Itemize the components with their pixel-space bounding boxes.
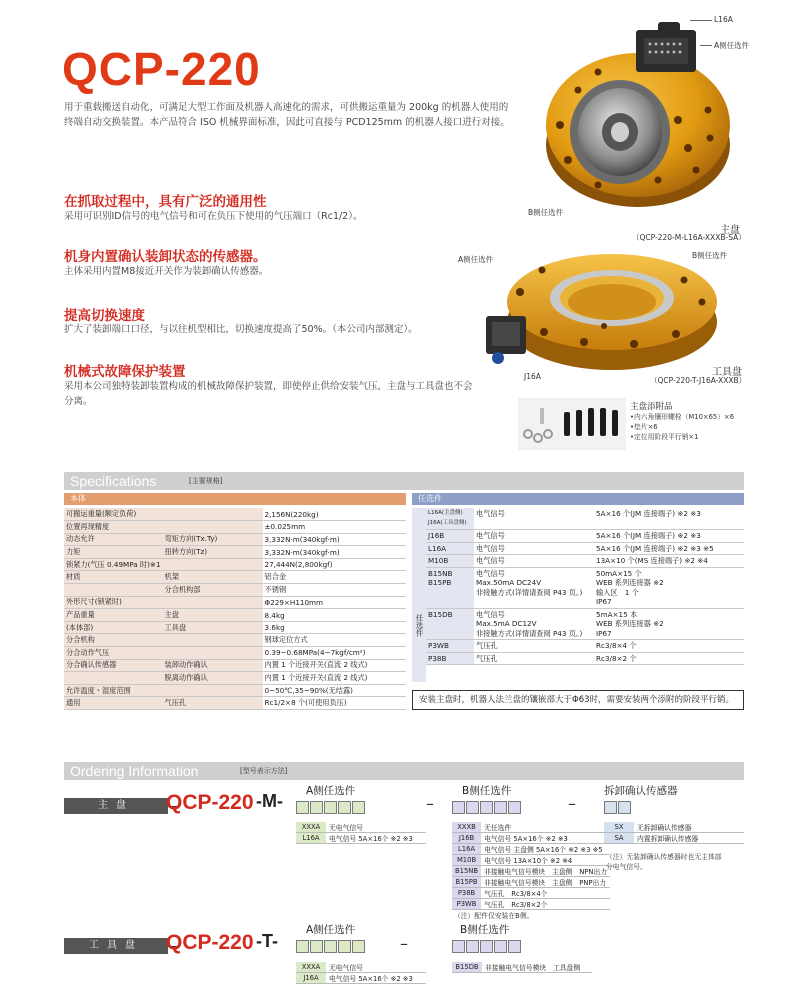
option-value: 5A×16 个(JM 连接端子) ※2 ※3 ※5 xyxy=(594,542,744,555)
spec-key: 可搬运重量(额定负荷) xyxy=(64,508,163,521)
code-value: M10B xyxy=(452,855,481,866)
order-master-a-slots xyxy=(296,799,366,818)
order-tool-b-slots xyxy=(452,938,522,957)
options-header: 任选件 xyxy=(412,493,744,505)
spec-key: 分合机构 xyxy=(64,634,163,647)
accessories-title: 主盘添附品 xyxy=(630,402,673,412)
order-master-b-note: （注）配件仅安装在B侧。 xyxy=(454,912,534,920)
ordering-subtitle: [型号表示方法] xyxy=(240,767,288,775)
spec-table xyxy=(64,508,406,710)
spec-subkey xyxy=(163,508,263,521)
order-master-b-slots xyxy=(452,799,522,818)
spec-subkey xyxy=(163,684,263,697)
code-value: B15NB xyxy=(452,866,481,877)
order-tool-model: QCP-220 xyxy=(166,931,254,954)
tool-model: （QCP-220-T-J16A-XXXB） xyxy=(650,376,747,385)
feature-heading-4: 机械式故障保护装置 xyxy=(64,364,186,380)
spec-key: 力矩 xyxy=(64,546,163,559)
spec-row xyxy=(64,621,406,634)
order-tool-head: 工具盘 xyxy=(64,938,168,954)
label-l16a-master: L16A xyxy=(714,15,733,24)
spec-subkey: 气压孔 xyxy=(163,697,263,710)
spec-row xyxy=(64,684,406,697)
feature-text-3: 扩大了装卸端口口径，与以往机型相比，切换速度提高了50%。（本公司内部测定）。 xyxy=(64,324,418,335)
label-j16a-tool: J16A xyxy=(524,372,541,381)
spec-key: 位置再现精度 xyxy=(64,521,163,534)
label-a-option-tool: A侧任选件 xyxy=(458,255,494,264)
spec-row xyxy=(64,672,406,685)
code-value: XXXB xyxy=(452,822,481,833)
specifications-section-bar xyxy=(64,472,744,490)
spec-value: 不锈钢 xyxy=(263,584,406,597)
order-tool-dash-1: – xyxy=(400,934,408,953)
spec-value: 钢球定位方式 xyxy=(263,634,406,647)
order-tool-a-table xyxy=(296,962,426,984)
spec-key xyxy=(64,672,163,685)
code-desc: 非接触电气信号模块 工具盘侧 xyxy=(482,962,592,973)
order-master-dash-1: – xyxy=(426,794,434,813)
spec-row xyxy=(64,634,406,647)
order-master-suffix: -M- xyxy=(256,791,283,811)
spec-value: 0~50℃,35~90%(无结露) xyxy=(263,684,406,697)
spec-key: 外形尺寸(锁紧时) xyxy=(64,596,163,609)
option-desc: 气压孔 xyxy=(474,640,594,653)
spec-value: Rc1/2×8 个(可使用负压) xyxy=(263,697,406,710)
feature-heading-2: 机身内置确认装卸状态的传感器。 xyxy=(64,249,267,265)
option-code: J16B xyxy=(426,530,474,543)
spec-subkey: 脱离动作确认 xyxy=(163,672,263,685)
leader-line xyxy=(690,20,712,21)
order-master-sensor-note: （注）无装卸确认传感器时也无主体部分电气信号。 xyxy=(606,853,722,871)
option-code: B15NB B15PB xyxy=(426,567,474,608)
code-desc: 无任选件 xyxy=(481,822,610,833)
code-row xyxy=(452,822,610,833)
option-value: 5mA×15 本 WEB 系列连接器 ※2 IP67 xyxy=(594,608,744,640)
spec-subkey: 工具盘 xyxy=(163,621,263,634)
code-row xyxy=(604,833,744,844)
option-code: B15DB xyxy=(426,608,474,640)
page-title: QCP-220 xyxy=(62,43,261,95)
spec-value: 3,332N·m(340kgf·m) xyxy=(263,533,406,546)
order-master-dash-2: – xyxy=(568,794,576,813)
code-value: P38B xyxy=(452,888,481,899)
accessory-item: •定位用阶段平行销×1 xyxy=(630,433,699,441)
code-row xyxy=(452,888,610,899)
spec-subkey xyxy=(163,521,263,534)
ordering-title: Ordering Information xyxy=(70,763,199,779)
order-master-a-table xyxy=(296,822,426,844)
code-desc: 电气信号 5A×16个 ※2 ※3 xyxy=(326,973,426,984)
code-row xyxy=(452,844,610,855)
spec-key: 分合动作气压 xyxy=(64,647,163,660)
code-desc: 非接触电气信号模块 主盘侧 PNP出力 xyxy=(481,877,610,888)
code-row xyxy=(452,877,610,888)
code-value: L16A xyxy=(296,833,326,844)
option-value: Rc3/8×2 个 xyxy=(594,652,744,665)
code-desc: 电气信号 主盘侧 5A×16个 ※2 ※3 ※5 xyxy=(481,844,610,855)
option-row xyxy=(426,530,744,543)
option-row xyxy=(426,567,744,608)
spec-row xyxy=(64,697,406,710)
code-value: J16A xyxy=(296,973,326,984)
code-row xyxy=(296,973,426,984)
spec-key: 材质 xyxy=(64,571,163,584)
order-tool-a-slots xyxy=(296,938,366,957)
option-row xyxy=(426,608,744,640)
code-value: J16B xyxy=(452,833,481,844)
code-desc: 内置拆卸确认传感器 xyxy=(634,833,744,844)
spec-value: ±0.025mm xyxy=(263,521,406,534)
option-desc: 电气信号 Max.50mA DC24V 非接触方式(详情请查阅 P43 页。) xyxy=(474,567,594,608)
option-value: 5A×16 个(JM 连接端子) ※2 ※3 xyxy=(594,530,744,543)
code-value: XXXA xyxy=(296,962,326,973)
code-desc: 电气信号 13A×10个 ※2 ※4 xyxy=(481,855,610,866)
option-desc: 气压孔 xyxy=(474,652,594,665)
option-desc: 电气信号 xyxy=(474,555,594,568)
options-side-label: 任选件 xyxy=(412,508,426,682)
option-row xyxy=(426,652,744,665)
option-code: L16A xyxy=(426,542,474,555)
label-a-option-master: A侧任选件 xyxy=(714,41,750,50)
code-desc: 无电气信号 xyxy=(326,962,426,973)
spec-row xyxy=(64,508,406,521)
spec-row xyxy=(64,659,406,672)
order-tool-a-title: A侧任选件 xyxy=(306,924,356,936)
spec-key: 分合确认传感器 xyxy=(64,659,163,672)
intro-text: 用于重载搬送自动化，可满足大型工作面及机器人高速化的需求，可供搬运重量为 200kg 的机器人使用的终端自动交换装置。本产品符合 ISO 机械界面标准，因此可直接与 PCD125mm 的机器人接口进行对接。 xyxy=(64,102,510,128)
code-value: B15PB xyxy=(452,877,481,888)
accessory-item: •内六角镶形螺栓（M10×65）×6 xyxy=(630,413,735,421)
accessories-image xyxy=(518,398,626,450)
spec-row xyxy=(64,609,406,622)
spec-row xyxy=(64,647,406,660)
spec-subkey xyxy=(163,596,263,609)
spec-key: 动态允许 xyxy=(64,533,163,546)
code-desc: 无电气信号 xyxy=(326,822,426,833)
option-value: 50mA×15 个 WEB 系列连接器 ※2 输入区 1 个 IP67 xyxy=(594,567,744,608)
spec-subkey: 机架 xyxy=(163,571,263,584)
option-row xyxy=(426,555,744,568)
option-value: Rc3/8×4 个 xyxy=(594,640,744,653)
spec-key: (本体部) xyxy=(64,621,163,634)
spec-subkey xyxy=(163,634,263,647)
spec-value: 铝合金 xyxy=(263,571,406,584)
options-table xyxy=(426,508,744,665)
order-master-a-title: A侧任选件 xyxy=(306,785,356,797)
code-row xyxy=(452,866,610,877)
specifications-title: Specifications xyxy=(70,473,157,489)
option-row xyxy=(426,640,744,653)
spec-subkey xyxy=(163,647,263,660)
code-row xyxy=(296,822,426,833)
spec-row xyxy=(64,558,406,571)
label-b-option-tool: B侧任选件 xyxy=(692,251,728,260)
option-desc: 电气信号 xyxy=(474,530,594,543)
option-value: 13A×10 个(MS 连接端子) ※2 ※4 xyxy=(594,555,744,568)
order-master-head: 主盘 xyxy=(64,798,168,814)
code-row xyxy=(296,833,426,844)
option-desc: 电气信号 xyxy=(474,542,594,555)
code-row xyxy=(452,899,610,910)
spec-key: 允许温度・湿度范围 xyxy=(64,684,163,697)
code-desc: 电气信号 5A×16个 ※2 ※3 xyxy=(326,833,426,844)
spec-value: 3.6kg xyxy=(263,621,406,634)
master-caption: 主盘 xyxy=(720,225,740,236)
spec-subkey: 弯矩方向(Tx.Ty) xyxy=(163,533,263,546)
spec-row xyxy=(64,571,406,584)
order-master-sensor-slots xyxy=(604,799,632,818)
feature-heading-1: 在抓取过程中，具有广泛的通用性 xyxy=(64,194,267,210)
spec-key xyxy=(64,584,163,597)
spec-body-header: 本体 xyxy=(64,493,406,505)
option-code: M10B xyxy=(426,555,474,568)
accessory-item: •垫片×6 xyxy=(630,423,658,431)
option-value: 5A×16 个(JM 连接端子) ※2 ※3 xyxy=(594,508,744,530)
order-master-b-title: B侧任选件 xyxy=(462,785,512,797)
spec-value: 2,156N(220kg) xyxy=(263,508,406,521)
spec-subkey: 主盘 xyxy=(163,609,263,622)
label-b-option-master: B侧任选件 xyxy=(528,208,564,217)
spec-row xyxy=(64,521,406,534)
spec-row xyxy=(64,584,406,597)
feature-text-2: 主体采用内置M8接近开关作为装卸确认传感器。 xyxy=(64,266,269,277)
spec-key: 产品重量 xyxy=(64,609,163,622)
code-value: B15DB xyxy=(452,962,482,973)
spec-value: 0.39~0.68MPa(4~7kgf/cm²) xyxy=(263,647,406,660)
code-value: SA xyxy=(604,833,634,844)
option-desc: 电气信号 xyxy=(474,508,594,530)
order-tool-suffix: -T- xyxy=(256,931,278,951)
spec-subkey xyxy=(163,558,263,571)
ordering-section-bar xyxy=(64,762,744,780)
spec-value: 内置 1 个近接开关(直流 2 线式) xyxy=(263,672,406,685)
option-code: L16A(主盘侧) J16A(工具盘侧) xyxy=(426,508,474,530)
tool-plate-image xyxy=(484,240,724,380)
spec-row xyxy=(64,546,406,559)
feature-text-1: 采用可识别ID信号的电气信号和可在负压下使用的气压端口（Rc1/2）。 xyxy=(64,211,363,222)
spec-key: 通用 xyxy=(64,697,163,710)
spec-value: Φ229×H110mm xyxy=(263,596,406,609)
code-row xyxy=(452,855,610,866)
code-desc: 电气信号 5A×16个 ※2 ※3 xyxy=(481,833,610,844)
spec-value: 3,332N·m(340kgf·m) xyxy=(263,546,406,559)
code-value: XXXA xyxy=(296,822,326,833)
option-row xyxy=(426,542,744,555)
feature-text-4: 采用本公司独特装卸装置构成的机械故障保护装置，即使停止供给安装气压，主盘与工具盘也不会分离。 xyxy=(64,381,473,407)
option-code: P3WB xyxy=(426,640,474,653)
spec-value: 27,444N(2,800kgf) xyxy=(263,558,406,571)
code-row xyxy=(296,962,426,973)
order-tool-b-title: B侧任选件 xyxy=(460,924,510,936)
feature-heading-3: 提高切换速度 xyxy=(64,308,145,324)
code-row xyxy=(604,822,744,833)
code-row xyxy=(452,833,610,844)
code-desc: 气压孔 Rc3/8×4个 xyxy=(481,888,610,899)
spec-subkey: 装卸动作确认 xyxy=(163,659,263,672)
spec-row xyxy=(64,596,406,609)
code-desc: 无拆卸确认传感器 xyxy=(634,822,744,833)
code-desc: 气压孔 Rc3/8×2个 xyxy=(481,899,610,910)
order-master-model: QCP-220 xyxy=(166,791,254,814)
code-value: P3WB xyxy=(452,899,481,910)
leader-line xyxy=(700,45,712,46)
order-master-b-table xyxy=(452,822,610,910)
order-master-sensor-table xyxy=(604,822,744,844)
order-master-sensor-title: 拆卸确认传感器 xyxy=(604,785,678,797)
spec-value: 8.4kg xyxy=(263,609,406,622)
spec-subkey: 分合机构部 xyxy=(163,584,263,597)
code-desc: 非接触电气信号模块 主盘侧 NPN出力 xyxy=(481,866,610,877)
spec-row xyxy=(64,533,406,546)
specifications-subtitle: [主要规格] xyxy=(189,477,223,485)
tool-caption: 工具盘 xyxy=(712,367,742,378)
master-model: （QCP-220-M-L16A-XXXB-SA） xyxy=(632,233,746,242)
option-code: P38B xyxy=(426,652,474,665)
code-value: L16A xyxy=(452,844,481,855)
spec-subkey: 扭转方向(Tz) xyxy=(163,546,263,559)
options-note: 安装主盘时，机器人法兰盘的镶嵌部大于Φ63时，需要安装两个添附的阶段平行销。 xyxy=(412,690,744,710)
code-value: SX xyxy=(604,822,634,833)
order-tool-b-table xyxy=(452,962,592,973)
code-row xyxy=(452,962,592,973)
option-desc: 电气信号 Max.5mA DC12V 非接触方式(详情请查阅 P43 页。) xyxy=(474,608,594,640)
spec-value: 内置 1 个近接开关(直流 2 线式) xyxy=(263,659,406,672)
spec-key: 锁紧力(气压 0.49MPa 时)※1 xyxy=(64,558,163,571)
option-row xyxy=(426,508,744,530)
